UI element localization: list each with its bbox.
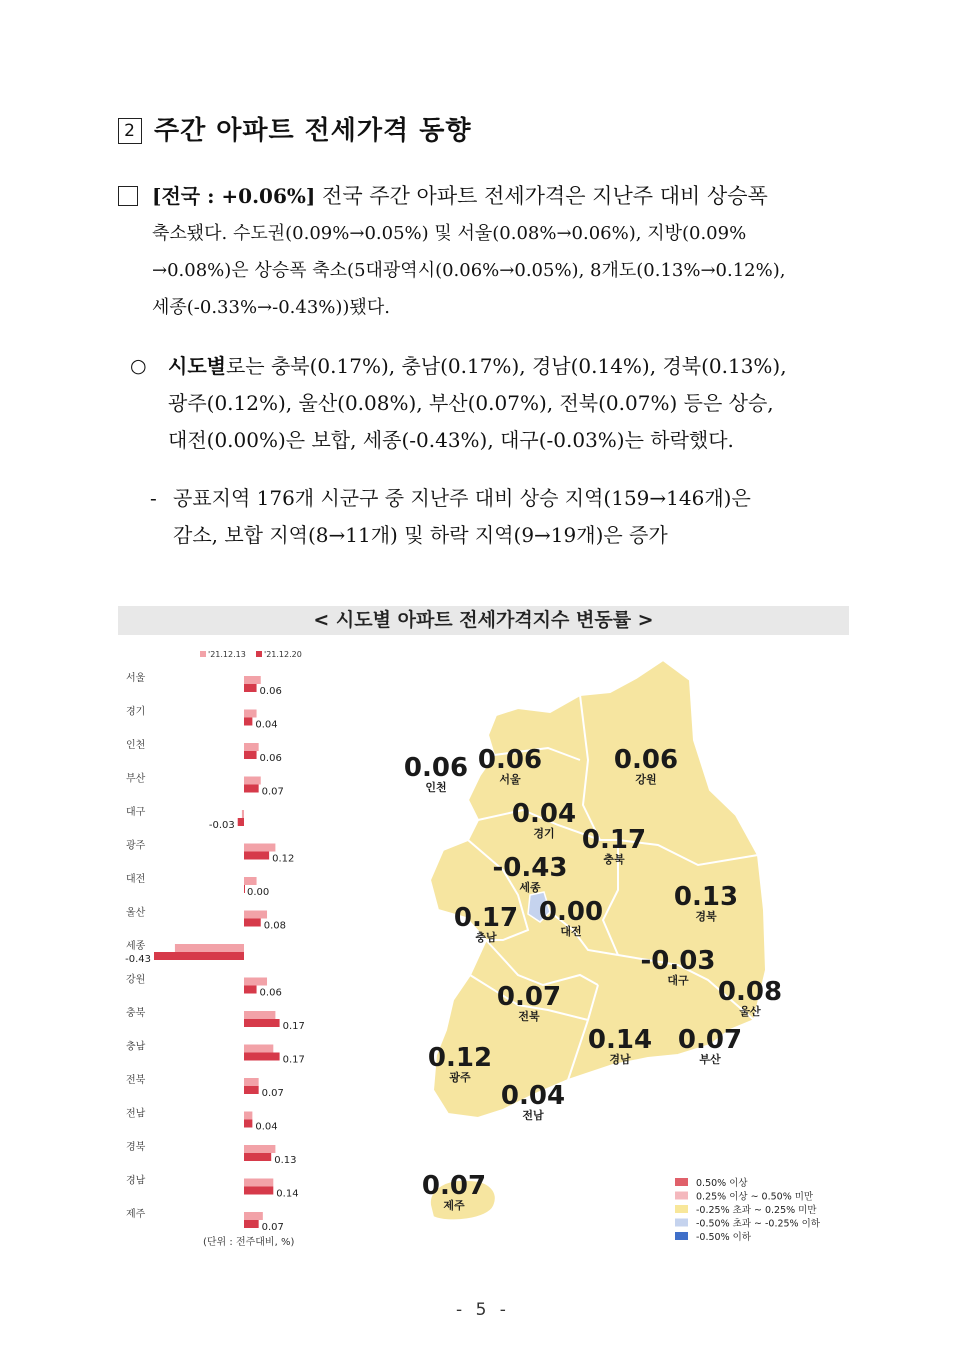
- national-summary: [152, 178, 849, 326]
- region-value: 0.04: [500, 1081, 566, 1111]
- national-label: [전국 : +0.06%]: [152, 184, 316, 208]
- bar: [244, 710, 257, 718]
- national-line-3: →0.08%)은 상승폭 축소(5대광역시(0.06%→0.05%), 8개도(0.13%→0.12%),: [152, 260, 786, 281]
- bar: [244, 1078, 259, 1086]
- bullet-dash: -: [150, 486, 157, 510]
- region-name: 대전: [560, 925, 582, 938]
- category-label: 대구: [126, 807, 146, 818]
- region-name: 충남: [475, 931, 497, 944]
- value-label: 0.00: [247, 887, 270, 898]
- area-summary: [173, 480, 850, 554]
- bar: [244, 1153, 271, 1161]
- bar: [244, 1086, 259, 1094]
- bar: [244, 718, 252, 726]
- region-value: 0.14: [587, 1025, 653, 1055]
- bar: [244, 1220, 259, 1228]
- value-label: 0.06: [259, 987, 282, 999]
- bar: [244, 1011, 275, 1019]
- region-name: 전남: [522, 1109, 544, 1122]
- map-legend-label: 0.50% 이상: [696, 1178, 748, 1189]
- bar: [244, 785, 259, 793]
- region-name: 경남: [609, 1053, 631, 1066]
- region-name: 부산: [699, 1053, 721, 1066]
- category-label: 광주: [126, 840, 146, 852]
- chart-title: < 시도별 아파트 전세가격지수 변동률 >: [118, 606, 849, 635]
- region-value: 0.07: [496, 982, 562, 1012]
- bar: [244, 1120, 252, 1128]
- unit-note: (단위 : 전주대비, %): [203, 1237, 295, 1248]
- national-line-2: 축소됐다. 수도권(0.09%→0.05%) 및 서울(0.08%→0.06%), 지방(0.09%: [152, 223, 747, 244]
- bar: [244, 777, 261, 785]
- map-legend-swatch: [675, 1219, 688, 1227]
- category-label: 강원: [126, 974, 146, 986]
- map-legend-swatch: [675, 1232, 688, 1240]
- bar: [238, 818, 244, 826]
- bar: [244, 1112, 252, 1120]
- value-label: 0.13: [274, 1155, 297, 1166]
- section-title: 주간 아파트 전세가격 동향: [154, 116, 472, 146]
- category-label: 대전: [126, 874, 146, 885]
- map-legend: [675, 1177, 821, 1243]
- region-value: -0.03: [640, 946, 716, 976]
- map-legend-swatch: [675, 1178, 688, 1186]
- category-label: 서울: [126, 673, 146, 684]
- regional-line-3: 대전(0.00%)은 보합, 세종(-0.43%), 대구(-0.03%)는 하락했다.: [168, 428, 734, 452]
- category-label: 인천: [126, 740, 146, 751]
- bar: [244, 1187, 273, 1195]
- region-value: 0.00: [538, 897, 604, 927]
- value-label: 0.04: [255, 719, 278, 731]
- bar-legend-label: '21.12.13: [208, 650, 246, 659]
- region-name: 제주: [443, 1199, 465, 1212]
- value-label: 0.04: [255, 1121, 278, 1133]
- region-value: 0.04: [511, 799, 577, 829]
- region-name: 강원: [635, 773, 657, 786]
- value-label: 0.07: [261, 1222, 284, 1233]
- map-legend-label: 0.25% 이상 ~ 0.50% 미만: [696, 1191, 814, 1203]
- region-name: 경기: [533, 827, 555, 840]
- value-label: 0.07: [261, 786, 284, 798]
- value-label: -0.43: [125, 954, 151, 965]
- bar-group: [125, 671, 305, 1233]
- bar: [244, 844, 275, 852]
- region-value: 0.07: [421, 1171, 487, 1201]
- bar: [244, 877, 257, 885]
- bar: [154, 952, 244, 960]
- region-value: -0.43: [492, 853, 568, 883]
- category-label: 경북: [126, 1142, 146, 1153]
- region-name: 인천: [425, 781, 447, 794]
- bullet-circle: ○: [130, 355, 147, 377]
- category-label: 전북: [126, 1075, 146, 1086]
- bar-legend-swatch: [200, 651, 206, 657]
- regional-label: 시도별: [168, 354, 226, 378]
- bar-legend-label: '21.12.20: [264, 650, 302, 659]
- value-label: 0.14: [276, 1188, 299, 1200]
- region-name: 서울: [499, 773, 521, 786]
- bar: [242, 810, 244, 818]
- region-name: 대구: [667, 974, 689, 987]
- bar: [244, 751, 257, 759]
- section-heading: [118, 110, 471, 147]
- map-legend-swatch: [675, 1205, 688, 1213]
- map-legend-label: -0.25% 초과 ~ 0.25% 미만: [696, 1205, 817, 1216]
- korea-map: [318, 640, 849, 1260]
- value-label: 0.08: [263, 920, 287, 932]
- bar: [175, 944, 244, 952]
- region-value: 0.06: [403, 753, 469, 783]
- map-legend-label: -0.50% 초과 ~ -0.25% 이하: [696, 1218, 820, 1230]
- bar: [244, 978, 267, 986]
- map-legend-swatch: [675, 1192, 688, 1200]
- region-name: 세종: [519, 881, 541, 894]
- section-number: 2: [118, 118, 142, 144]
- value-label: 0.06: [259, 753, 282, 764]
- regional-line-1: 로는 충북(0.17%), 충남(0.17%), 경남(0.14%), 경북(0.13%),: [225, 354, 787, 378]
- map-legend-label: -0.50% 이하: [696, 1232, 751, 1243]
- area-line-1: 공표지역 176개 시군구 중 지난주 대비 상승 지역(159→146개)은: [173, 486, 751, 510]
- region-value: 0.17: [581, 825, 647, 855]
- category-label: 울산: [126, 907, 146, 919]
- category-label: 충북: [126, 1008, 146, 1019]
- national-line-4: 세종(-0.33%→-0.43%))됐다.: [152, 297, 390, 318]
- bar: [244, 919, 261, 927]
- category-label: 부산: [126, 773, 146, 785]
- category-label: 제주: [126, 1209, 146, 1220]
- region-value: 0.12: [427, 1043, 493, 1073]
- bar: [244, 684, 257, 692]
- region-value: 0.13: [673, 882, 739, 912]
- bar: [244, 1212, 263, 1220]
- region-value: 0.17: [453, 903, 519, 933]
- national-line-1: 전국 주간 아파트 전세가격은 지난주 대비 상승폭: [322, 184, 768, 208]
- checkbox-square-icon: [118, 186, 138, 206]
- bar-chart: [118, 640, 318, 1260]
- region-name: 울산: [739, 1005, 761, 1018]
- bar: [244, 986, 257, 994]
- page-number: - 5 -: [456, 1300, 510, 1320]
- region-value: 0.06: [477, 745, 543, 775]
- bar: [244, 1045, 273, 1053]
- bar: [244, 1019, 280, 1027]
- region-name: 충북: [603, 853, 625, 866]
- area-line-2: 감소, 보합 지역(8→11개) 및 하락 지역(9→19개)은 증가: [173, 523, 668, 547]
- value-label: 0.06: [259, 686, 282, 697]
- bar-legend: [200, 650, 302, 659]
- category-label: 충남: [126, 1041, 146, 1053]
- region-value: 0.06: [613, 745, 679, 775]
- regional-line-2: 광주(0.12%), 울산(0.08%), 부산(0.07%), 전북(0.07%) 등은 상승,: [168, 391, 774, 415]
- regional-summary: [168, 348, 850, 459]
- value-label: 0.17: [282, 1054, 305, 1066]
- region-value: 0.07: [677, 1025, 743, 1055]
- region-name: 광주: [449, 1071, 471, 1084]
- bar: [244, 1179, 273, 1187]
- bar: [244, 852, 269, 860]
- bar: [244, 743, 259, 751]
- bar-legend-swatch: [256, 651, 262, 657]
- category-label: 경남: [126, 1175, 146, 1187]
- bar: [244, 1053, 280, 1061]
- bar: [244, 911, 267, 919]
- region-name: 전북: [518, 1010, 540, 1023]
- region-name: 경북: [695, 910, 717, 923]
- category-label: 세종: [126, 941, 146, 952]
- category-label: 전남: [126, 1108, 146, 1120]
- bar: [244, 885, 245, 893]
- region-value: 0.08: [717, 977, 783, 1007]
- category-label: 경기: [126, 706, 146, 718]
- bar: [244, 676, 261, 684]
- value-label: 0.07: [261, 1088, 284, 1099]
- value-label: 0.17: [282, 1021, 305, 1032]
- bar: [244, 1145, 275, 1153]
- value-label: 0.12: [272, 853, 295, 865]
- value-label: -0.03: [208, 820, 235, 831]
